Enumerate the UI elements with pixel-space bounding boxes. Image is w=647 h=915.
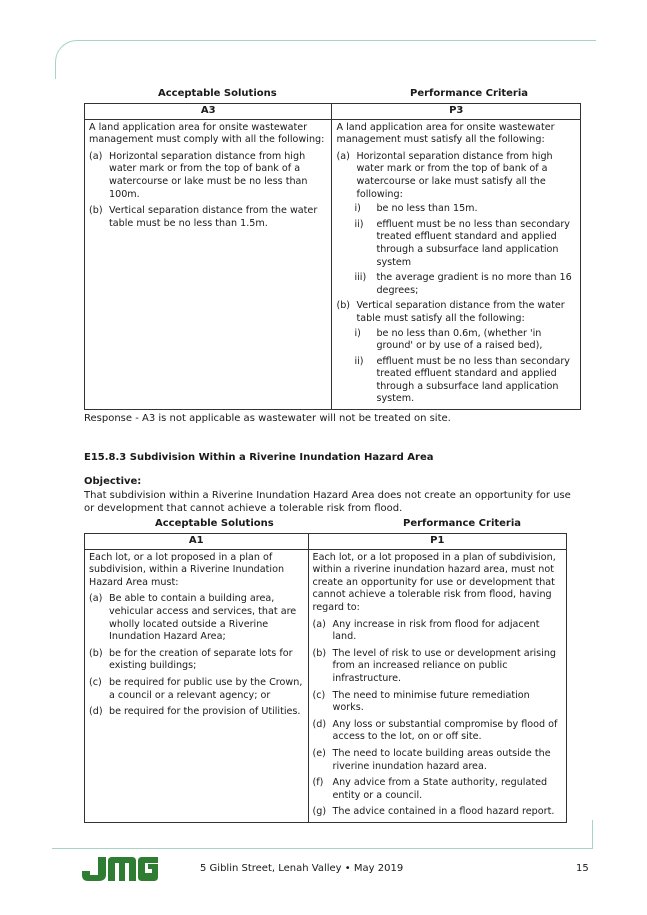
footer-address — [200, 863, 403, 874]
p3-item-b: (b) Vertical separation distance from the water table must satisfy all the following: — [336, 300, 565, 324]
p1-intro: Each lot, or a lot proposed in a plan of subdivision, within a riverine inundation hazard area, must not create an opportunity for use or development that cannot achieve a tolerable risk from flood, having regard to: — [312, 551, 556, 613]
jmg-logo — [80, 855, 160, 881]
a3-cell — [85, 119, 332, 409]
a1-item: (d) be required for the provision of Utilities. — [89, 706, 301, 718]
bottom-frame-decoration — [52, 820, 593, 849]
page-number: 15 — [576, 863, 589, 874]
p3-subitem: i) be no less than 15m. — [354, 203, 478, 215]
footer-date: May 2019 — [353, 863, 404, 874]
acceptable-solutions-header-2: Acceptable Solutions — [155, 518, 274, 529]
p1-item: (a) Any increase in risk from flood for adjacent land. — [312, 618, 540, 643]
top-frame-decoration — [55, 40, 596, 79]
a3-item: (b) Vertical separation distance from the water table must be no less than 1.5m. — [89, 205, 318, 229]
a1-item: (a) Be able to contain a building area, vehicular access and services, that are wholly located outside a Riverine Inundation Hazard Area; — [89, 593, 297, 643]
response-text: Response - A3 is not applicable as wastewater will not be treated on site. — [84, 413, 451, 424]
p3-subitem: ii) effluent must be no less than secondary treated effluent standard and applied through a subsurface land application system. — [354, 355, 570, 405]
footer-address-text: 5 Giblin Street, Lenah Valley — [200, 863, 342, 874]
p3-item-a: (a) Horizontal separation distance from high water mark or from the top of bank of a watercourse or lake must satisfy all the following: — [336, 150, 553, 200]
p3-subitem: i) be no less than 0.6m, (whether 'in ground' or by use of a raised bed), — [354, 327, 543, 352]
a1-intro: Each lot, or a lot proposed in a plan of subdivision, within a Riverine Inundation Hazard Area must: — [89, 551, 285, 588]
objective-label: Objective: — [84, 476, 142, 487]
code-p1: P1 — [308, 534, 566, 550]
p3-subitem: iii) the average gradient is no more than 16 degrees; — [354, 272, 572, 296]
code-a3: A3 — [85, 104, 332, 120]
criteria-table-a3 — [84, 103, 581, 410]
p3-subitem: ii) effluent must be no less than secondary treated effluent standard and applied through a subsurface land application system — [354, 218, 570, 268]
p3-intro: A land application area for onsite wastewater management must satisfy all the following: — [336, 121, 555, 146]
p1-item: (g) The advice contained in a flood hazard report. — [312, 806, 555, 818]
p3-cell — [332, 119, 581, 409]
code-p3: P3 — [332, 104, 581, 120]
a1-item: (c) be required for public use by the Crown, a council or a relevant agency; or — [89, 676, 303, 701]
criteria-table-a1 — [84, 533, 567, 823]
p1-item: (e) The need to locate building areas outside the riverine inundation hazard area. — [312, 747, 551, 772]
p1-item: (f) Any advice from a State authority, regulated entity or a council. — [312, 777, 548, 801]
a3-item: (a) Horizontal separation distance from high water mark or from the top of bank of a watercourse or lake must be no less than 100m. — [89, 150, 308, 200]
acceptable-solutions-header-1: Acceptable Solutions — [158, 88, 277, 99]
performance-criteria-header-2: Performance Criteria — [403, 518, 522, 529]
section-heading: E15.8.3 Subdivision Within a Riverine Inundation Hazard Area — [84, 452, 434, 463]
p1-item: (c) The need to minimise future remediation works. — [312, 689, 530, 714]
jmg-logo-mark — [82, 857, 158, 881]
performance-criteria-header-1: Performance Criteria — [410, 88, 529, 99]
footer-separator: • — [344, 863, 351, 874]
a3-intro: A land application area for onsite wastewater management must comply with all the following: — [89, 121, 325, 146]
a1-item: (b) be for the creation of separate lots for existing buildings; — [89, 647, 293, 672]
objective-text: That subdivision within a Riverine Inundation Hazard Area does not create an opportunity for use or development that cannot achieve a tolerable risk from flood. — [84, 490, 571, 514]
p1-item: (b) The level of risk to use or development arising from an increased reliance on public infrastructure. — [312, 647, 557, 684]
p1-item: (d) Any loss or substantial compromise by flood of access to the lot, on or off site. — [312, 718, 558, 743]
a1-cell — [85, 549, 309, 822]
p1-cell — [308, 549, 566, 822]
code-a1: A1 — [85, 534, 309, 550]
